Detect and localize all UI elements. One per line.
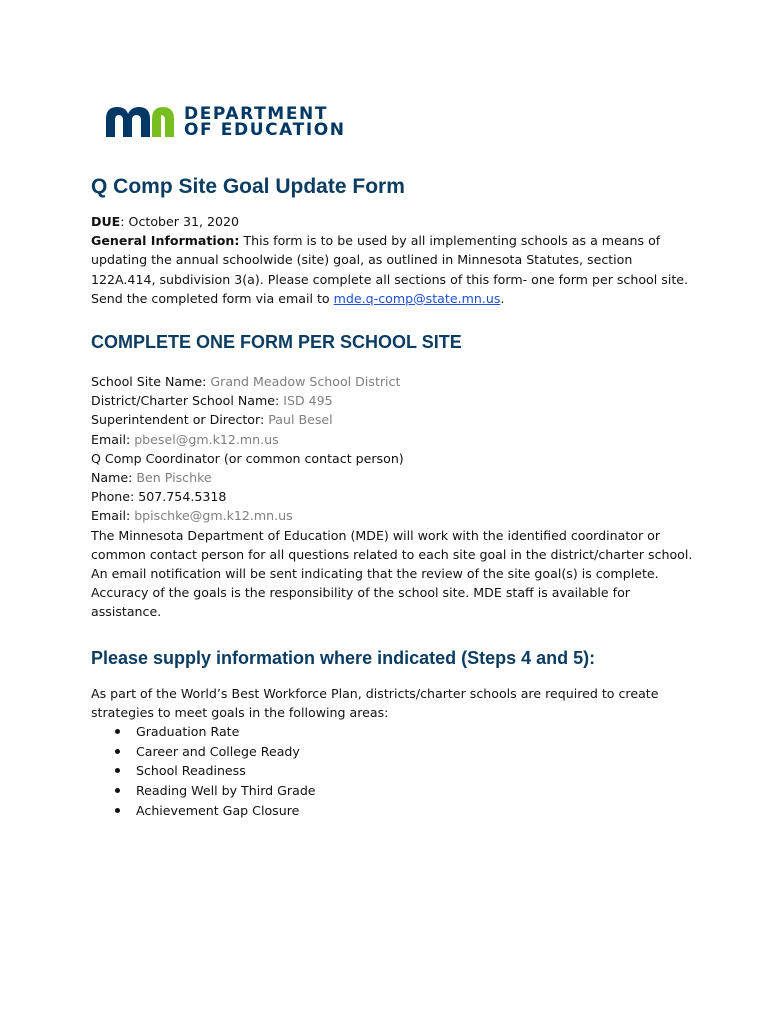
general-info-line-3: 122A.414, subdivision 3(a). Please complete all sections of this form- one form per school site. <box>91 271 689 287</box>
general-info-line-1 <box>91 231 691 250</box>
coordinator-phone-row: Phone: 507.754.5318 <box>91 489 227 505</box>
superintendent-row <box>91 410 691 429</box>
due-label: DUE <box>91 214 121 229</box>
send-email-suffix: . <box>500 290 505 306</box>
site-name-row <box>91 372 691 391</box>
mde-paragraph-line-4: Accuracy of the goals is the responsibility of the school site. MDE staff is available for <box>91 585 630 601</box>
list-item: Achievement Gap Closure <box>91 801 691 821</box>
list-item: Graduation Rate <box>91 722 691 742</box>
due-value: : October 31, 2020 <box>120 214 240 229</box>
form-content <box>91 172 691 821</box>
general-info-text-1: This form is to be used by all implementing schools as a means of <box>239 233 661 249</box>
send-email-line <box>91 289 691 308</box>
site-name-label: School Site Name: <box>91 374 211 390</box>
superintendent-email-row <box>91 430 691 449</box>
superintendent-email-label: Email: <box>91 431 135 447</box>
due-line <box>91 212 691 231</box>
wbwf-intro-line-1: As part of the World’s Best Workforce Plan, districts/charter schools are required to create <box>91 685 659 701</box>
mde-paragraph-line-2: common contact person for all questions related to each site goal in the district/charter school. <box>91 546 693 562</box>
superintendent-label: Superintendent or Director: <box>91 412 269 428</box>
mn-logo-mark-icon <box>104 106 176 138</box>
section-heading-supply-info: Please supply information where indicated (Steps 4 and 5): <box>91 647 596 668</box>
list-item: School Readiness <box>91 761 691 781</box>
form-title: Q Comp Site Goal Update Form <box>91 175 405 198</box>
logo-line-2: OF EDUCATION <box>184 120 346 140</box>
general-info-label: General Information: <box>91 233 240 249</box>
mde-logo <box>104 106 346 138</box>
coordinator-email-row <box>91 506 691 525</box>
site-name-value[interactable]: Grand Meadow School District <box>210 374 401 390</box>
coordinator-name-row <box>91 468 691 487</box>
wbwf-intro-line-2: strategies to meet goals in the following areas: <box>91 704 389 720</box>
coordinator-name-value[interactable]: Ben Pischke <box>136 470 212 486</box>
logo-text <box>184 106 346 138</box>
mde-email-link[interactable]: mde.q-comp@state.mn.us <box>333 290 501 306</box>
coordinator-email-label: Email: <box>91 508 135 524</box>
goal-areas-list <box>91 722 691 821</box>
coordinator-heading: Q Comp Coordinator (or common contact person) <box>91 450 404 466</box>
send-email-prefix: Send the completed form via email to <box>91 290 334 306</box>
mde-paragraph-line-3: An email notification will be sent indicating that the review of the site goal(s) is complete. <box>91 566 659 582</box>
general-info-line-2: updating the annual schoolwide (site) goal, as outlined in Minnesota Statutes, section <box>91 252 633 268</box>
coordinator-email-value[interactable]: bpischke@gm.k12.mn.us <box>134 508 293 524</box>
mde-paragraph-line-1: The Minnesota Department of Education (MDE) will work with the identified coordinator or <box>91 527 661 543</box>
section-heading-one-form: COMPLETE ONE FORM PER SCHOOL SITE <box>91 332 462 353</box>
list-item: Career and College Ready <box>91 742 691 762</box>
district-row <box>91 391 691 410</box>
superintendent-value[interactable]: Paul Besel <box>268 412 333 428</box>
list-item: Reading Well by Third Grade <box>91 781 691 801</box>
district-label: District/Charter School Name: <box>91 393 284 409</box>
superintendent-email-value[interactable]: pbesel@gm.k12.mn.us <box>134 431 279 447</box>
logo-line-1: DEPARTMENT <box>184 104 329 124</box>
coordinator-name-label: Name: <box>91 470 137 486</box>
district-value[interactable]: ISD 495 <box>283 393 333 409</box>
mde-paragraph-line-5: assistance. <box>91 604 162 620</box>
